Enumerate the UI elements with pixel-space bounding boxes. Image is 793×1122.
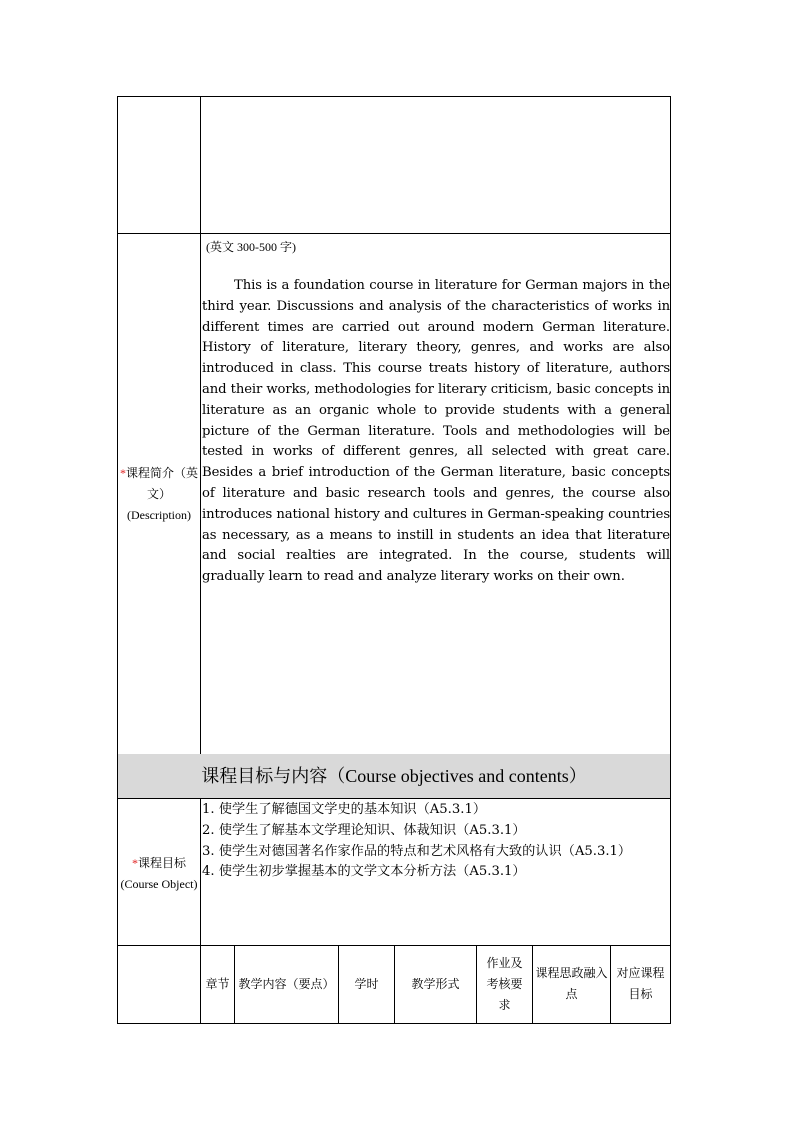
required-marker: * [131,856,138,870]
section-title: 课程目标与内容（Course objectives and contents） [201,766,587,786]
header-hours: 学时 [354,976,379,991]
header-ideological: 课程思政融入点 [535,966,608,1001]
required-marker: * [119,466,126,480]
header-course-objective: 对应课程目标 [616,966,665,1001]
description-label-en: (Description) [127,508,191,522]
header-teaching-form: 教学形式 [411,976,460,991]
col-divider-f [610,945,611,1024]
objective-item: 3. 使学生对德国著名作家作品的特点和艺术风格有大致的认识（A5.3.1） [202,843,632,859]
description-label-cn: 课程简介（英文） [125,466,198,501]
objectives-label-en: (Course Object) [120,877,198,891]
description-paragraph: This is a foundation course in literature for German majors in the third year. Discussions and analysis of the characteristics of works in different times are carried out around modern German literature. History of literature, literary theory, genres, and works are also introduced in class. This course treats history of literature, authors and their works, methodologies for literary criticism, basic concepts in literature as an organic whole to provide students with a general picture of the German literature. Tools and methodologies will be tested in works of different genres, all selected with great care. Besides a brief introduction of the German literature, basic concepts of literature and basic research tools and genres, the course also introduces national history and cultures in German-speaking countries as necessary, as a means to instill in students an idea that literature and social realties are integrated. In the course, students will gradually learn to read and analyze literary works on their own. [202,278,670,585]
objective-item: 4. 使学生初步掌握基本的文学文本分析方法（A5.3.1） [202,864,526,880]
objective-item: 2. 使学生了解基本文学理论知识、体裁知识（A5.3.1） [202,822,526,838]
description-label [118,463,200,526]
col-divider-d [476,945,477,1024]
description-note: (英文 300-500 字) [206,240,296,254]
header-teaching-content: 教学内容（要点） [238,976,335,991]
label-column-divider-top [200,96,201,754]
objectives-label-cn: 课程目标 [137,856,186,870]
header-chapter: 章节 [205,976,230,991]
table-right-border [670,96,671,1024]
objectives-label [118,853,200,895]
header-assignment: 作业及考核要求 [486,955,523,1012]
objective-item: 1. 使学生了解德国文学史的基本知识（A5.3.1） [202,802,487,817]
objectives-list [202,800,670,883]
description-text [202,276,670,588]
